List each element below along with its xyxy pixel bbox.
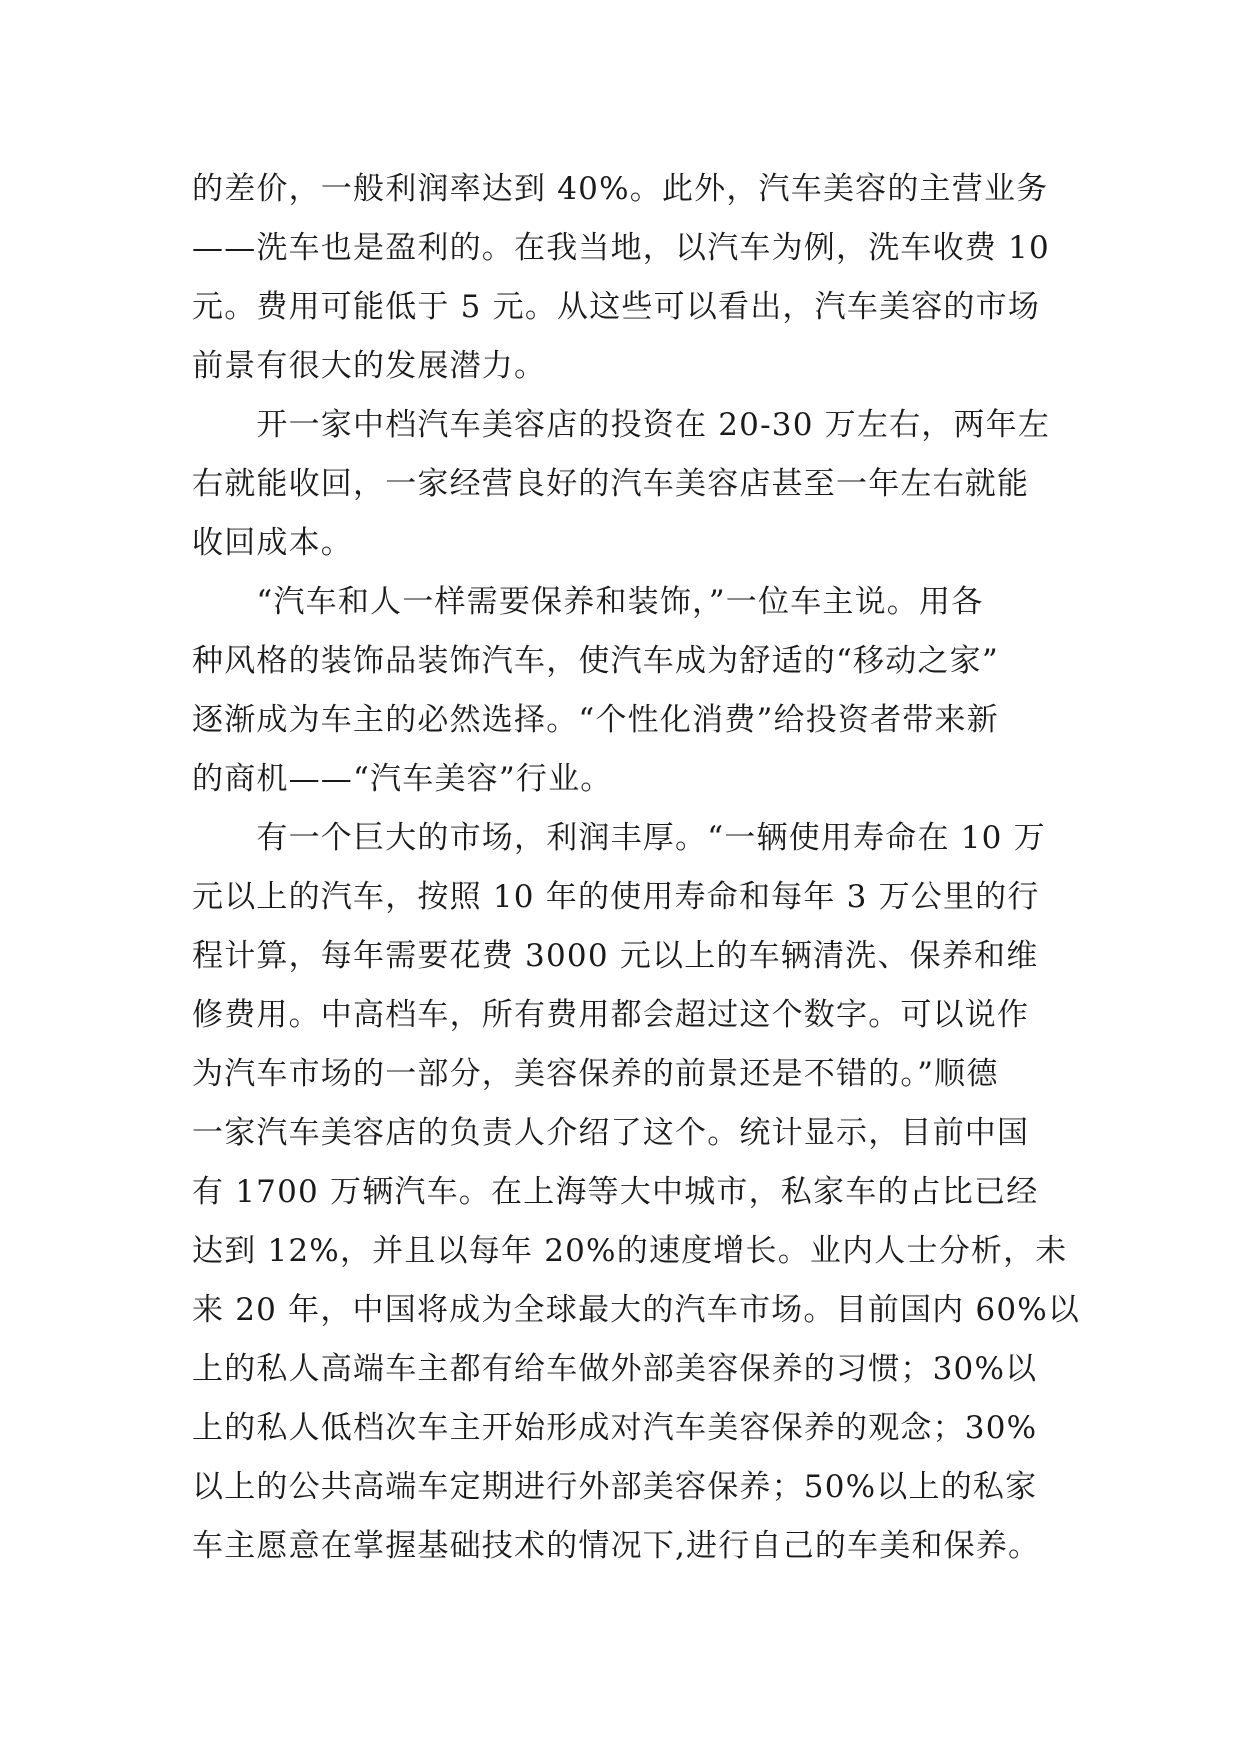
text-line: 右就能收回，一家经营良好的汽车美容店甚至一年左右就能 — [192, 466, 1030, 502]
text-line: 以上的公共高端车定期进行外部美容保养；50%以上的私家 — [192, 1469, 1038, 1505]
text-line: 有一个巨大的市场，利润丰厚。“一辆使用寿命在 10 万 — [192, 820, 1046, 856]
text-line: 程计算，每年需要花费 3000 元以上的车辆清洗、保养和维 — [192, 938, 1039, 974]
text-line: 的商机——“汽车美容”行业。 — [192, 761, 613, 797]
text-line: ——洗车也是盈利的。在我当地，以汽车为例，洗车收费 10 — [192, 230, 1050, 266]
text-line: 有 1700 万辆汽车。在上海等大中城市，私家车的占比已经 — [192, 1174, 1039, 1210]
text-line: 收回成本。 — [192, 525, 353, 561]
text-line: 元以上的汽车，按照 10 年的使用寿命和每年 3 万公里的行 — [192, 879, 1040, 915]
text-line: “汽车和人一样需要保养和装饰，”一位车主说。用各 — [192, 584, 984, 620]
text-line: 为汽车市场的一部分，美容保养的前景还是不错的。”顺德 — [192, 1056, 999, 1092]
text-line: 前景有很大的发展潜力。 — [192, 348, 547, 384]
text-line: 逐渐成为车主的必然选择。“个性化消费”给投资者带来新 — [192, 702, 999, 738]
text-line: 上的私人低档次车主开始形成对汽车美容保养的观念；30% — [192, 1410, 1038, 1446]
text-line: 一家汽车美容店的负责人介绍了这个。统计显示，目前中国 — [192, 1115, 1030, 1151]
document-body — [192, 160, 1081, 1576]
text-line: 种风格的装饰品装饰汽车，使汽车成为舒适的“移动之家” — [192, 643, 999, 679]
text-line: 修费用。中高档车，所有费用都会超过这个数字。可以说作 — [192, 997, 1030, 1033]
text-line: 达到 12%，并且以每年 20%的速度增长。业内人士分析，未 — [192, 1233, 1068, 1269]
text-line: 车主愿意在掌握基础技术的情况下,进行自己的车美和保养。 — [192, 1528, 1041, 1564]
text-line: 元。费用可能低于 5 元。从这些可以看出，汽车美容的市场 — [192, 289, 1041, 325]
text-line: 开一家中档汽车美容店的投资在 20-30 万左右，两年左 — [192, 407, 1051, 443]
text-line: 上的私人高端车主都有给车做外部美容保养的习惯；30%以 — [192, 1351, 1038, 1387]
text-line: 的差价，一般利润率达到 40%。此外，汽车美容的主营业务 — [192, 171, 1049, 207]
text-line: 来 20 年，中国将成为全球最大的汽车市场。目前国内 60%以 — [192, 1292, 1081, 1328]
